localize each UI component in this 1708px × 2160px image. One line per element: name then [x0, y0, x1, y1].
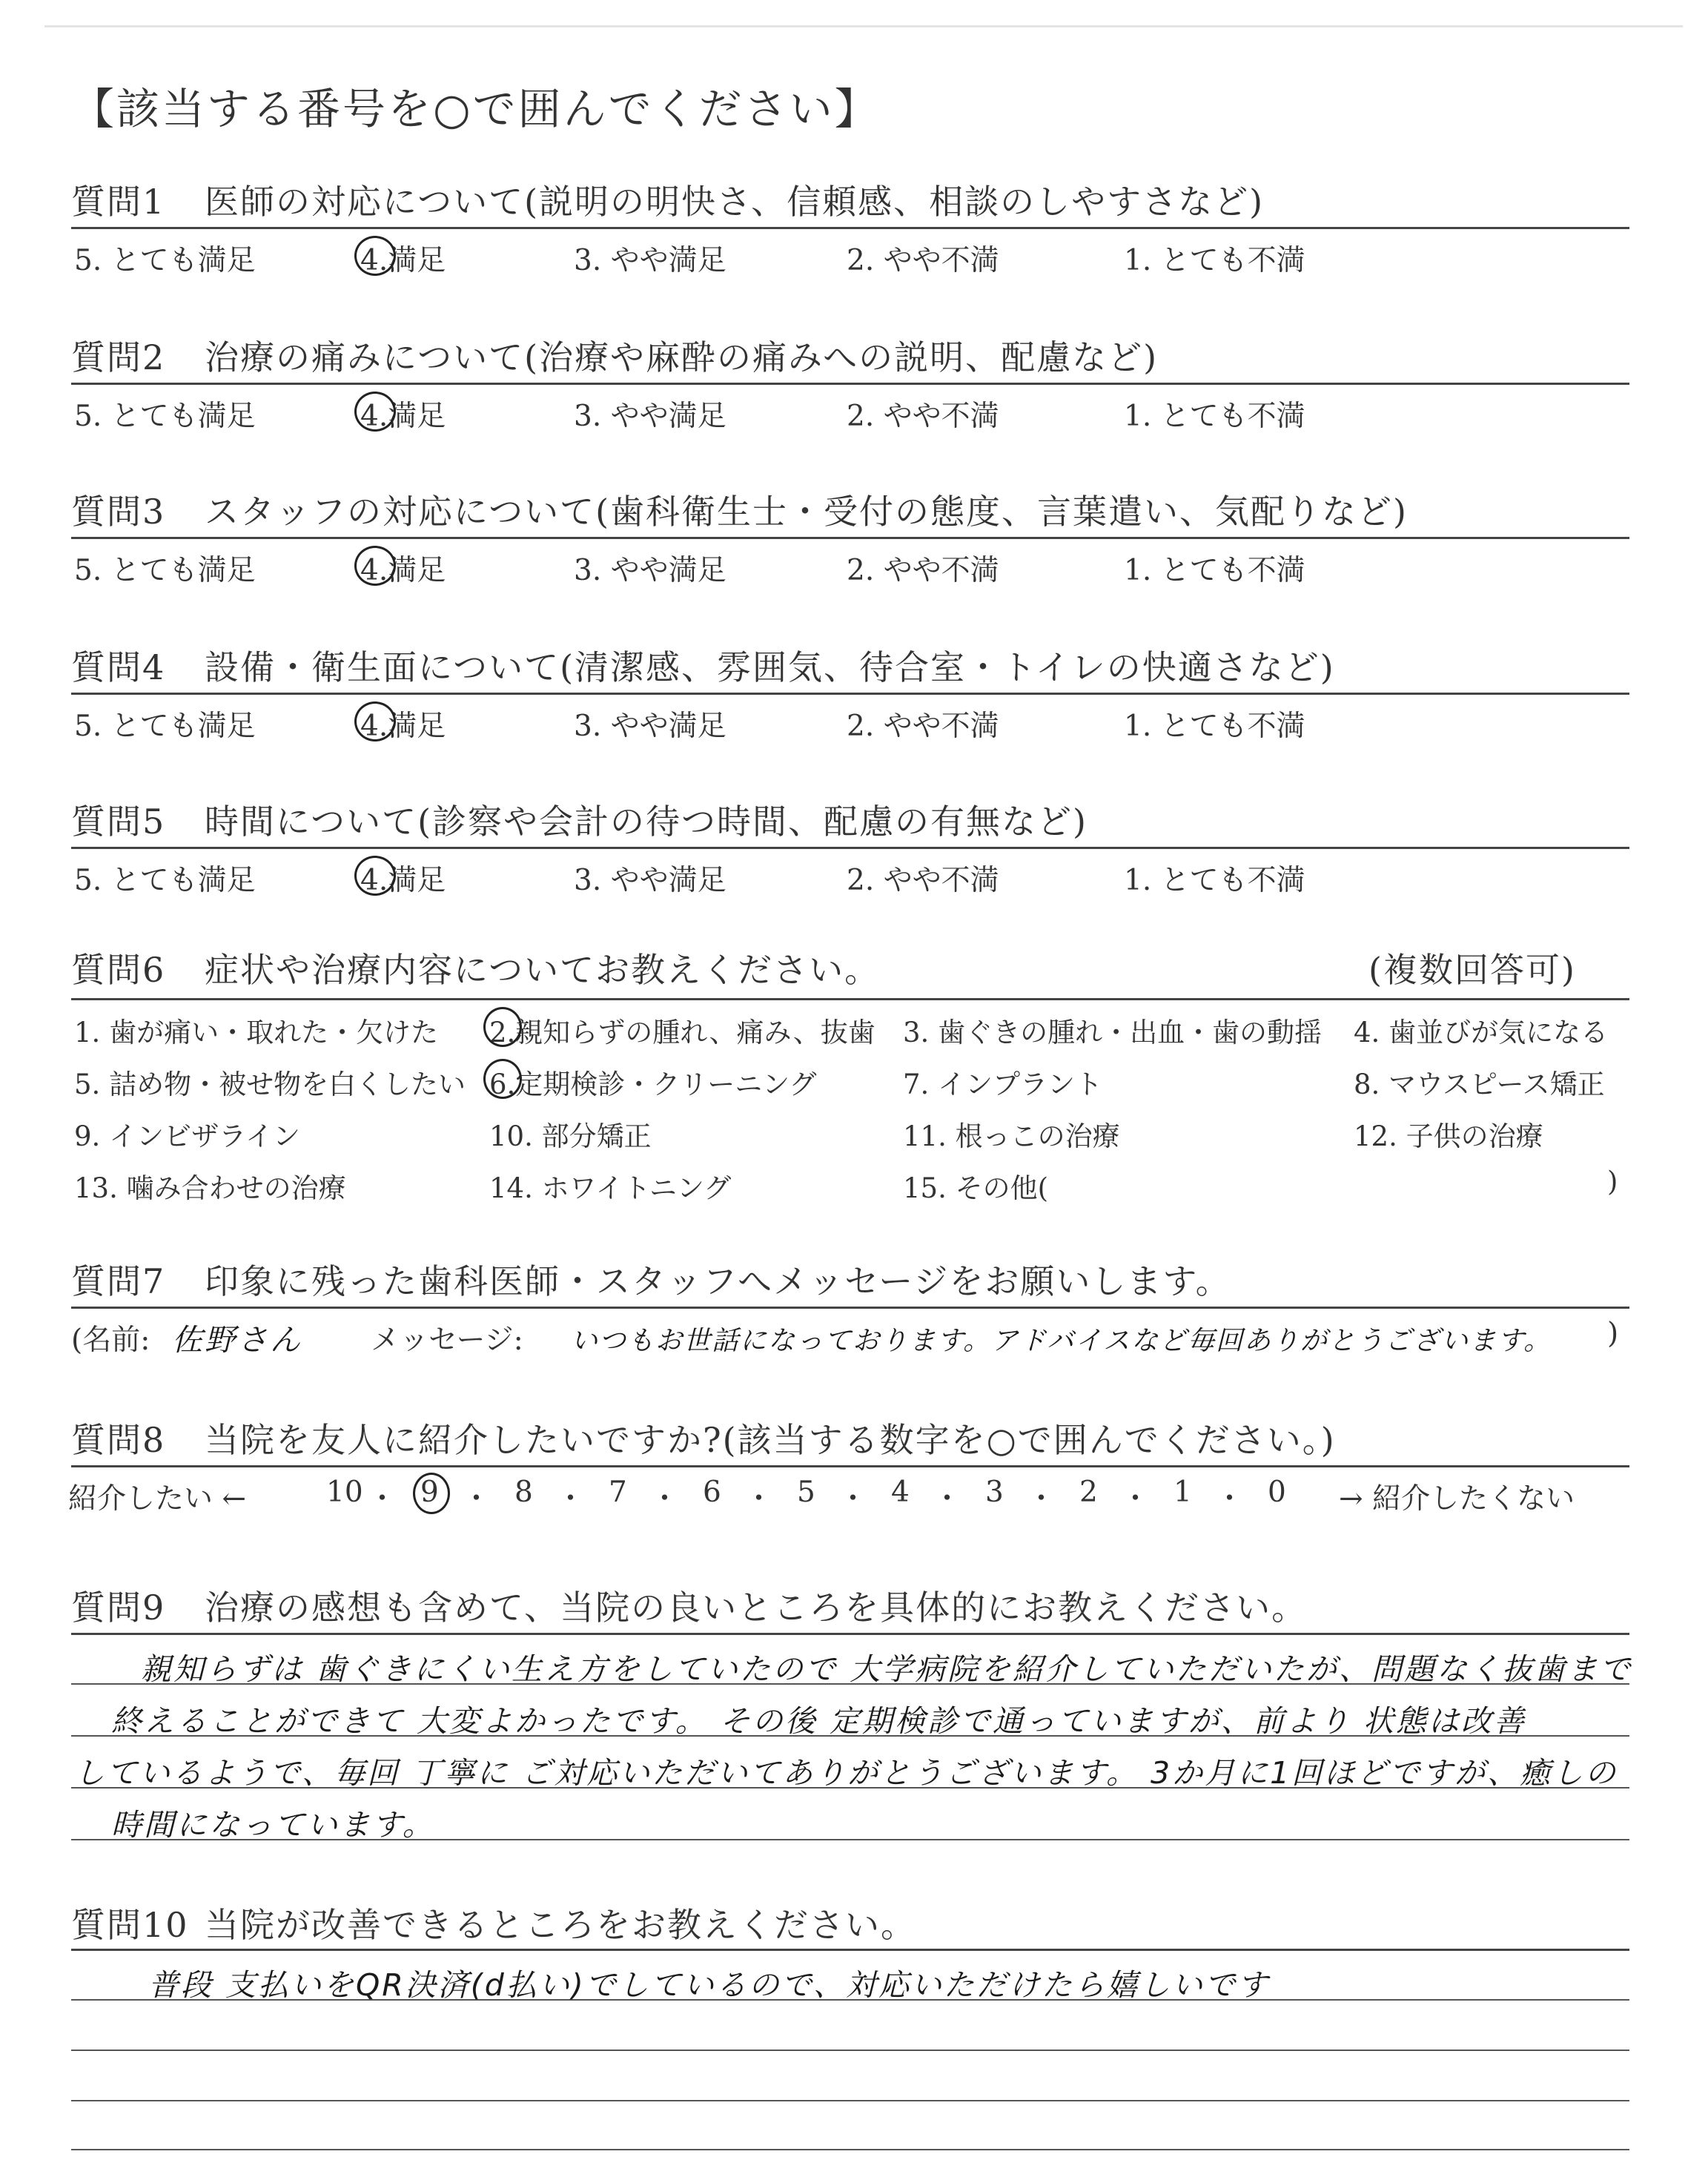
- option-label: 1. 歯が痛い・取れた・欠けた: [74, 1017, 439, 1048]
- option-label: 11. 根っこの治療: [903, 1120, 1120, 1152]
- option-label: 4.満足: [360, 237, 446, 279]
- q8-scale-separator: ・: [744, 1482, 774, 1516]
- q8-scale-separator: ・: [462, 1482, 491, 1516]
- q8-number: 質問8: [71, 1420, 166, 1460]
- q6-option[interactable]: [74, 1010, 438, 1050]
- scale-value: 6: [703, 1476, 721, 1509]
- q10-line-rule: [71, 2050, 1629, 2051]
- q1-option[interactable]: [74, 237, 256, 279]
- q7-name-label: (名前:: [71, 1324, 150, 1357]
- q6-option[interactable]: [903, 1010, 1322, 1050]
- option-label: 2.親知らずの腫れ、痛み、抜歯: [489, 1010, 875, 1050]
- scale-value: 0: [1268, 1476, 1286, 1509]
- q8-right-label: → 紹介したくない: [1339, 1482, 1575, 1516]
- q4-title: [71, 641, 1335, 690]
- option-label: 2. やや不満: [847, 554, 999, 587]
- option-label: 1. とても不満: [1124, 244, 1305, 277]
- q10-rule: [71, 1949, 1629, 1951]
- q2-option[interactable]: [574, 393, 726, 435]
- q7-number: 質問7: [71, 1261, 166, 1301]
- page-title: 【該当する番号を○で囲んでください】: [71, 84, 880, 134]
- q1-option[interactable]: [574, 237, 726, 279]
- option-label: 2. やや不満: [847, 400, 999, 433]
- q3-option[interactable]: [574, 547, 726, 589]
- q6-option[interactable]: [74, 1062, 466, 1102]
- q10-number: 質問10: [71, 1905, 189, 1945]
- option-label: ): [1607, 1166, 1618, 1198]
- q4-text: 設備・衛生面について(清潔感、雰囲気、待合室・トイレの快適さなど): [205, 647, 1335, 687]
- q9-answer-line: 時間になっています。: [111, 1807, 435, 1843]
- q8-scale-number[interactable]: [797, 1476, 815, 1509]
- q9-answer-line: 終えることができて 大変よかったです。 その後 定期検診で通っていますが、前より 状態は改善: [111, 1703, 1526, 1739]
- q5-option[interactable]: [360, 857, 446, 899]
- q4-option[interactable]: [574, 703, 726, 744]
- scale-value: 10: [326, 1476, 363, 1509]
- q8-scale-number[interactable]: [420, 1476, 439, 1509]
- q6-option[interactable]: [74, 1114, 300, 1154]
- option-label: 10. 部分矯正: [489, 1120, 652, 1152]
- q8-scale-separator: ・: [650, 1482, 680, 1516]
- q9-answer-line: 親知らずは 歯ぐきにくい生え方をしていたので 大学病院を紹介していただいたが、問題なく抜歯まで: [141, 1651, 1633, 1687]
- option-label: 9. インビザライン: [74, 1120, 300, 1152]
- q10-line-rule: [71, 2149, 1629, 2150]
- option-label: 5. とても満足: [74, 710, 256, 743]
- q3-option[interactable]: [74, 547, 256, 589]
- q3-title: [71, 485, 1408, 534]
- option-label: 14. ホワイトニング: [489, 1172, 732, 1204]
- q3-option[interactable]: [1124, 547, 1305, 589]
- scale-value: 9: [420, 1476, 439, 1509]
- q6-title: [71, 943, 1576, 992]
- q8-scale-separator: ・: [933, 1482, 962, 1516]
- q9-rule: [71, 1633, 1629, 1635]
- q8-scale-separator: ・: [556, 1482, 586, 1516]
- option-label: 1. とても不満: [1124, 554, 1305, 587]
- option-label: 12. 子供の治療: [1354, 1120, 1543, 1152]
- q2-option[interactable]: [74, 393, 256, 435]
- option-label: 5. とても満足: [74, 864, 256, 897]
- q2-title: [71, 331, 1158, 380]
- q2-option[interactable]: [1124, 393, 1305, 435]
- selected-circle: [354, 856, 396, 896]
- q8-title: [71, 1413, 1336, 1462]
- q7-title: [71, 1255, 1231, 1304]
- q2-option[interactable]: [360, 393, 446, 435]
- option-label: 4.満足: [360, 857, 446, 899]
- q5-option[interactable]: [574, 857, 726, 899]
- q1-option[interactable]: [360, 237, 446, 279]
- option-label: 2. やや不満: [847, 710, 999, 743]
- q1-number: 質問1: [71, 182, 166, 222]
- q6-other-close-paren: [1607, 1166, 1618, 1198]
- q6-option[interactable]: [489, 1166, 731, 1206]
- q4-option[interactable]: [847, 703, 999, 744]
- q8-scale-separator: ・: [1027, 1482, 1056, 1516]
- option-label: 3. やや満足: [574, 400, 726, 433]
- option-label: 1. とても不満: [1124, 864, 1305, 897]
- selected-circle: [354, 392, 396, 432]
- option-label: 4. 歯並びが気になる: [1354, 1017, 1609, 1048]
- option-label: 3. 歯ぐきの腫れ・出血・歯の動揺: [903, 1017, 1323, 1048]
- q8-rule: [71, 1465, 1629, 1467]
- q1-text: 医師の対応について(説明の明快さ、信頼感、相談のしやすさなど): [205, 182, 1265, 222]
- q7-name-value: 佐野さん: [172, 1322, 302, 1358]
- scale-value: 1: [1174, 1476, 1192, 1509]
- q3-text: スタッフの対応について(歯科衛生士・受付の態度、言葉遣い、気配りなど): [205, 492, 1408, 532]
- q10-answer-line: 普段 支払いをQR決済(d払い)でしているので、対応いただけたら嬉しいです: [148, 1967, 1270, 2003]
- q4-option[interactable]: [360, 703, 446, 744]
- q6-option[interactable]: [903, 1114, 1120, 1154]
- q9-number: 質問9: [71, 1588, 166, 1628]
- option-label: 1. とても不満: [1124, 400, 1305, 433]
- selected-circle: [483, 1007, 522, 1047]
- selected-circle: [354, 701, 396, 742]
- option-label: 5. とても満足: [74, 400, 256, 433]
- q4-rule: [71, 693, 1629, 695]
- q6-rule: [71, 998, 1629, 1000]
- option-label: 2. やや不満: [847, 864, 999, 897]
- q5-title: [71, 795, 1088, 844]
- q10-line-rule: [71, 2100, 1629, 2101]
- selected-circle: [354, 546, 396, 586]
- q2-number: 質問2: [71, 337, 166, 377]
- q2-option[interactable]: [847, 393, 999, 435]
- selected-circle: [354, 236, 396, 276]
- option-label: 5. 詰め物・被せ物を白くしたい: [74, 1069, 466, 1100]
- option-label: 3. やや満足: [574, 244, 726, 277]
- option-label: 6.定期検診・クリーニング: [489, 1062, 817, 1102]
- q2-text: 治療の痛みについて(治療や麻酔の痛みへの説明、配慮など): [205, 337, 1159, 377]
- q6-note: (複数回答可): [1368, 950, 1576, 990]
- q1-title: [71, 175, 1264, 224]
- q1-rule: [71, 227, 1629, 229]
- q8-scale-separator: ・: [838, 1482, 868, 1516]
- q9-answer-line: しているようで、毎回 丁寧に ご対応いただいてありがとうございます。 3か月に1回ほどですが、癒しの: [74, 1755, 1618, 1791]
- q6-option[interactable]: [903, 1166, 1048, 1206]
- q8-scale-number[interactable]: [514, 1476, 533, 1509]
- q5-option[interactable]: [1124, 857, 1305, 899]
- option-label: 15. その他(: [903, 1172, 1049, 1204]
- q8-scale-number[interactable]: [985, 1476, 1004, 1509]
- option-label: 3. やや満足: [574, 864, 726, 897]
- q5-number: 質問5: [71, 802, 166, 842]
- q8-scale-number[interactable]: [1268, 1476, 1286, 1509]
- q4-number: 質問4: [71, 647, 166, 687]
- q8-scale-number[interactable]: [1174, 1476, 1192, 1509]
- q5-option[interactable]: [74, 857, 256, 899]
- q5-option[interactable]: [847, 857, 999, 899]
- scale-value: 8: [514, 1476, 533, 1509]
- scale-value: 5: [797, 1476, 815, 1509]
- q5-rule: [71, 847, 1629, 849]
- selected-circle: [483, 1059, 522, 1099]
- q3-rule: [71, 537, 1629, 539]
- q7-message-value: いつもお世話になっております。アドバイスなど毎回ありがとうございます。: [571, 1326, 1552, 1356]
- q3-option[interactable]: [360, 547, 446, 589]
- q6-option[interactable]: [489, 1062, 817, 1102]
- q10-title: [71, 1898, 916, 1947]
- option-label: 7. インプラント: [903, 1069, 1103, 1100]
- q6-number: 質問6: [71, 950, 166, 990]
- page-top-border: [44, 25, 1683, 27]
- q6-option[interactable]: [489, 1010, 875, 1050]
- scale-value: 4: [891, 1476, 910, 1509]
- q6-option[interactable]: [489, 1114, 652, 1154]
- q6-option[interactable]: [1354, 1114, 1543, 1154]
- q7-rule: [71, 1307, 1629, 1309]
- q8-scale-separator: ・: [368, 1482, 397, 1516]
- q7-close-paren: ): [1607, 1317, 1619, 1350]
- q8-scale-number[interactable]: [326, 1476, 363, 1509]
- q3-option[interactable]: [847, 547, 999, 589]
- scale-value: 7: [609, 1476, 627, 1509]
- q6-option[interactable]: [903, 1062, 1102, 1102]
- q7-text: 印象に残った歯科医師・スタッフへメッセージをお願いします。: [205, 1261, 1231, 1301]
- q2-rule: [71, 383, 1629, 385]
- option-label: 3. やや満足: [574, 554, 726, 587]
- option-label: 5. とても満足: [74, 244, 256, 277]
- q3-number: 質問3: [71, 492, 166, 532]
- q8-scale-number[interactable]: [609, 1476, 627, 1509]
- option-label: 5. とても満足: [74, 554, 256, 587]
- q8-left-label: 紹介したい ←: [68, 1482, 247, 1516]
- option-label: 2. やや不満: [847, 244, 999, 277]
- option-label: 4.満足: [360, 547, 446, 589]
- q8-scale-number[interactable]: [703, 1476, 721, 1509]
- q8-scale-separator: ・: [1121, 1482, 1151, 1516]
- option-label: 13. 噛み合わせの治療: [74, 1172, 346, 1204]
- q8-text: 当院を友人に紹介したいですか?(該当する数字を○で囲んでください。): [205, 1420, 1336, 1460]
- q5-text: 時間について(診察や会計の待つ時間、配慮の有無など): [205, 802, 1088, 842]
- q4-option[interactable]: [74, 703, 256, 744]
- q6-option[interactable]: [74, 1166, 346, 1206]
- q6-option[interactable]: [1354, 1010, 1608, 1050]
- scale-value: 3: [985, 1476, 1004, 1509]
- option-label: 4.満足: [360, 393, 446, 435]
- option-label: 3. やや満足: [574, 710, 726, 743]
- q1-option[interactable]: [1124, 237, 1305, 279]
- q9-title: [71, 1581, 1307, 1630]
- q6-option[interactable]: [1354, 1062, 1605, 1102]
- option-label: 4.満足: [360, 703, 446, 744]
- q8-scale-number[interactable]: [1079, 1476, 1098, 1509]
- option-label: 1. とても不満: [1124, 710, 1305, 743]
- q4-option[interactable]: [1124, 703, 1305, 744]
- option-label: 8. マウスピース矯正: [1354, 1069, 1605, 1100]
- q6-text: 症状や治療内容についてお教えください。: [205, 950, 881, 990]
- q7-message-label: メッセージ:: [371, 1324, 523, 1357]
- q1-option[interactable]: [847, 237, 999, 279]
- q8-scale-separator: ・: [1215, 1482, 1245, 1516]
- q8-scale-number[interactable]: [891, 1476, 910, 1509]
- scale-value: 2: [1079, 1476, 1098, 1509]
- q10-text: 当院が改善できるところをお教えください。: [205, 1905, 916, 1945]
- q9-text: 治療の感想も含めて、当院の良いところを具体的にお教えください。: [205, 1588, 1308, 1628]
- selected-circle: [413, 1473, 450, 1514]
